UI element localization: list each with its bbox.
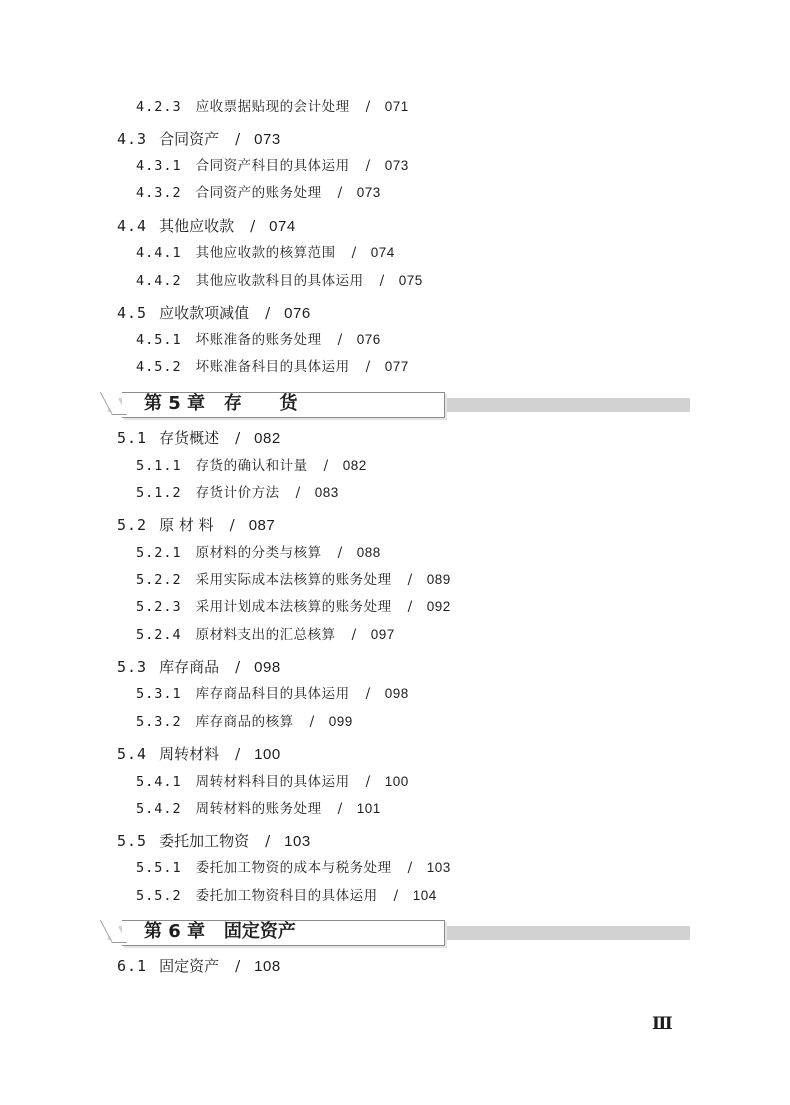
entry-separator: / bbox=[393, 888, 399, 904]
toc-entry-5-3-2[interactable] bbox=[136, 712, 353, 732]
entry-title: 固定资产 bbox=[159, 957, 220, 975]
entry-page-number: 077 bbox=[384, 359, 409, 374]
toc-entry-5-3[interactable] bbox=[117, 657, 281, 677]
toc-entry-5-1-2[interactable] bbox=[136, 483, 339, 503]
entry-page-number: 089 bbox=[426, 572, 451, 587]
toc-entry-4-2-3[interactable] bbox=[136, 97, 409, 117]
toc-entry-5-2-3[interactable] bbox=[136, 597, 451, 617]
entry-separator: / bbox=[337, 545, 343, 561]
entry-page-number: 100 bbox=[384, 774, 409, 789]
toc-entry-5-4-2[interactable] bbox=[136, 799, 381, 819]
entry-separator: / bbox=[365, 359, 371, 375]
entry-separator: / bbox=[337, 185, 343, 201]
toc-entry-4-4[interactable] bbox=[117, 216, 296, 236]
toc-entry-4-5[interactable] bbox=[117, 303, 311, 323]
entry-number: 5.5.1 bbox=[136, 860, 182, 876]
entry-separator: / bbox=[365, 774, 371, 790]
entry-page-number: 073 bbox=[384, 158, 409, 173]
entry-separator: / bbox=[229, 516, 235, 534]
entry-page-number: 103 bbox=[426, 860, 451, 875]
entry-title: 其他应收款的核算范围 bbox=[195, 245, 336, 261]
entry-separator: / bbox=[379, 273, 385, 289]
entry-title: 委托加工物资 bbox=[159, 832, 250, 850]
entry-page-number: 075 bbox=[398, 273, 423, 288]
entry-separator: / bbox=[235, 957, 241, 975]
entry-separator: / bbox=[235, 130, 241, 148]
entry-number: 5.2.2 bbox=[136, 572, 182, 588]
toc-entry-4-3[interactable] bbox=[117, 129, 281, 149]
entry-number: 5.1.2 bbox=[136, 485, 182, 501]
toc-entry-5-1[interactable] bbox=[117, 428, 281, 448]
entry-title: 坏账准备的账务处理 bbox=[195, 332, 322, 348]
entry-separator: / bbox=[309, 714, 315, 730]
chapter-title: 第 6 章 固定资产 bbox=[144, 921, 296, 942]
entry-page-number: 097 bbox=[370, 627, 395, 642]
entry-title: 应收票据贴现的会计处理 bbox=[195, 99, 350, 115]
entry-page-number: 108 bbox=[254, 958, 281, 975]
entry-separator: / bbox=[265, 304, 271, 322]
entry-separator: / bbox=[407, 572, 413, 588]
entry-number: 5.3 bbox=[117, 658, 148, 676]
entry-separator: / bbox=[235, 658, 241, 676]
entry-separator: / bbox=[265, 832, 271, 850]
entry-separator: / bbox=[351, 627, 357, 643]
entry-number: 5.3.2 bbox=[136, 714, 182, 730]
entry-number: 5.5 bbox=[117, 832, 148, 850]
toc-entry-5-4-1[interactable] bbox=[136, 772, 409, 792]
entry-separator: / bbox=[337, 801, 343, 817]
entry-title: 周转材料 bbox=[159, 745, 220, 763]
entry-number: 4.3 bbox=[117, 130, 148, 148]
entry-separator: / bbox=[323, 458, 329, 474]
entry-title: 库存商品 bbox=[159, 658, 220, 676]
entry-title: 原材料的分类与核算 bbox=[195, 545, 322, 561]
entry-page-number: 082 bbox=[254, 430, 281, 447]
entry-page-number: 098 bbox=[384, 686, 409, 701]
entry-title: 存货计价方法 bbox=[195, 485, 280, 501]
toc-entry-5-2-1[interactable] bbox=[136, 543, 381, 563]
entry-page-number: 076 bbox=[356, 332, 381, 347]
entry-title: 采用实际成本法核算的账务处理 bbox=[195, 572, 392, 588]
chapter-5-header[interactable] bbox=[108, 392, 690, 420]
entry-title: 原材料支出的汇总核算 bbox=[195, 627, 336, 643]
entry-title: 委托加工物资的成本与税务处理 bbox=[195, 860, 392, 876]
entry-page-number: 092 bbox=[426, 599, 451, 614]
toc-entry-5-4[interactable] bbox=[117, 744, 281, 764]
entry-title: 坏账准备科目的具体运用 bbox=[195, 359, 350, 375]
entry-number: 5.2.1 bbox=[136, 545, 182, 561]
entry-number: 4.4 bbox=[117, 217, 148, 235]
toc-entry-5-5-2[interactable] bbox=[136, 886, 437, 906]
toc-entry-4-3-1[interactable] bbox=[136, 156, 409, 176]
toc-entry-5-2-2[interactable] bbox=[136, 570, 451, 590]
entry-title: 合同资产的账务处理 bbox=[195, 185, 322, 201]
entry-separator: / bbox=[407, 599, 413, 615]
entry-title: 其他应收款科目的具体运用 bbox=[195, 273, 364, 289]
toc-entry-4-4-2[interactable] bbox=[136, 271, 423, 291]
toc-entry-4-5-1[interactable] bbox=[136, 330, 381, 350]
toc-entry-5-3-1[interactable] bbox=[136, 684, 409, 704]
entry-number: 4.3.1 bbox=[136, 158, 182, 174]
entry-number: 5.4.1 bbox=[136, 774, 182, 790]
toc-entry-5-5-1[interactable] bbox=[136, 858, 451, 878]
entry-number: 4.4.1 bbox=[136, 245, 182, 261]
entry-page-number: 071 bbox=[384, 99, 409, 114]
entry-number: 4.4.2 bbox=[136, 273, 182, 289]
toc-entry-5-1-1[interactable] bbox=[136, 456, 367, 476]
entry-number: 5.2 bbox=[117, 516, 148, 534]
entry-title: 存货概述 bbox=[159, 429, 220, 447]
entry-title: 其他应收款 bbox=[159, 217, 235, 235]
entry-number: 5.2.3 bbox=[136, 599, 182, 615]
entry-number: 5.1 bbox=[117, 429, 148, 447]
entry-separator: / bbox=[407, 860, 413, 876]
entry-separator: / bbox=[365, 99, 371, 115]
entry-page-number: 087 bbox=[248, 517, 276, 534]
entry-number: 5.5.2 bbox=[136, 888, 182, 904]
entry-number: 5.4.2 bbox=[136, 801, 182, 817]
entry-title: 合同资产 bbox=[159, 130, 220, 148]
entry-separator: / bbox=[235, 745, 241, 763]
entry-title: 库存商品科目的具体运用 bbox=[195, 686, 350, 702]
entry-separator: / bbox=[235, 429, 241, 447]
entry-title: 应收款项减值 bbox=[159, 304, 250, 322]
entry-separator: / bbox=[250, 217, 256, 235]
entry-separator: / bbox=[365, 158, 371, 174]
entry-page-number: 073 bbox=[356, 185, 381, 200]
entry-number: 4.5 bbox=[117, 304, 148, 322]
entry-number: 6.1 bbox=[117, 957, 148, 975]
entry-separator: / bbox=[337, 332, 343, 348]
entry-separator: / bbox=[295, 485, 301, 501]
entry-page-number: 098 bbox=[254, 659, 281, 676]
entry-number: 5.4 bbox=[117, 745, 148, 763]
toc-entry-4-4-1[interactable] bbox=[136, 243, 395, 263]
entry-page-number: 074 bbox=[269, 218, 296, 235]
entry-number: 5.2.4 bbox=[136, 627, 182, 643]
entry-title: 库存商品的核算 bbox=[195, 714, 294, 730]
entry-title: 采用计划成本法核算的账务处理 bbox=[195, 599, 392, 615]
entry-page-number: 100 bbox=[254, 746, 281, 763]
entry-page-number: 082 bbox=[342, 458, 367, 473]
entry-title: 存货的确认和计量 bbox=[195, 458, 308, 474]
chapter-6-header[interactable] bbox=[108, 920, 690, 948]
page-folio: Ⅲ bbox=[652, 1014, 672, 1034]
entry-number: 4.3.2 bbox=[136, 185, 182, 201]
toc-entry-4-3-2[interactable] bbox=[136, 183, 381, 203]
toc-entry-5-5[interactable] bbox=[117, 831, 311, 851]
toc-entry-6-1[interactable] bbox=[117, 956, 281, 976]
entry-number: 4.5.1 bbox=[136, 332, 182, 348]
entry-number: 5.1.1 bbox=[136, 458, 182, 474]
entry-page-number: 088 bbox=[356, 545, 381, 560]
toc-entry-4-5-2[interactable] bbox=[136, 357, 409, 377]
entry-title: 原 材 料 bbox=[159, 516, 214, 534]
entry-page-number: 103 bbox=[284, 833, 311, 850]
entry-title: 周转材料科目的具体运用 bbox=[195, 774, 350, 790]
entry-page-number: 073 bbox=[254, 131, 281, 148]
entry-number: 4.5.2 bbox=[136, 359, 182, 375]
entry-number: 5.3.1 bbox=[136, 686, 182, 702]
entry-page-number: 083 bbox=[314, 485, 339, 500]
entry-title: 周转材料的账务处理 bbox=[195, 801, 322, 817]
entry-page-number: 076 bbox=[284, 305, 311, 322]
entry-page-number: 101 bbox=[356, 801, 381, 816]
entry-title: 合同资产科目的具体运用 bbox=[195, 158, 350, 174]
entry-page-number: 074 bbox=[370, 245, 395, 260]
toc-entry-5-2[interactable] bbox=[117, 515, 275, 535]
entry-separator: / bbox=[351, 245, 357, 261]
entry-page-number: 104 bbox=[412, 888, 437, 903]
entry-separator: / bbox=[365, 686, 371, 702]
entry-title: 委托加工物资科目的具体运用 bbox=[195, 888, 378, 904]
chapter-title: 第 5 章 存 货 bbox=[144, 393, 298, 414]
toc-entry-5-2-4[interactable] bbox=[136, 625, 395, 645]
entry-number: 4.2.3 bbox=[136, 99, 182, 115]
entry-page-number: 099 bbox=[328, 714, 353, 729]
